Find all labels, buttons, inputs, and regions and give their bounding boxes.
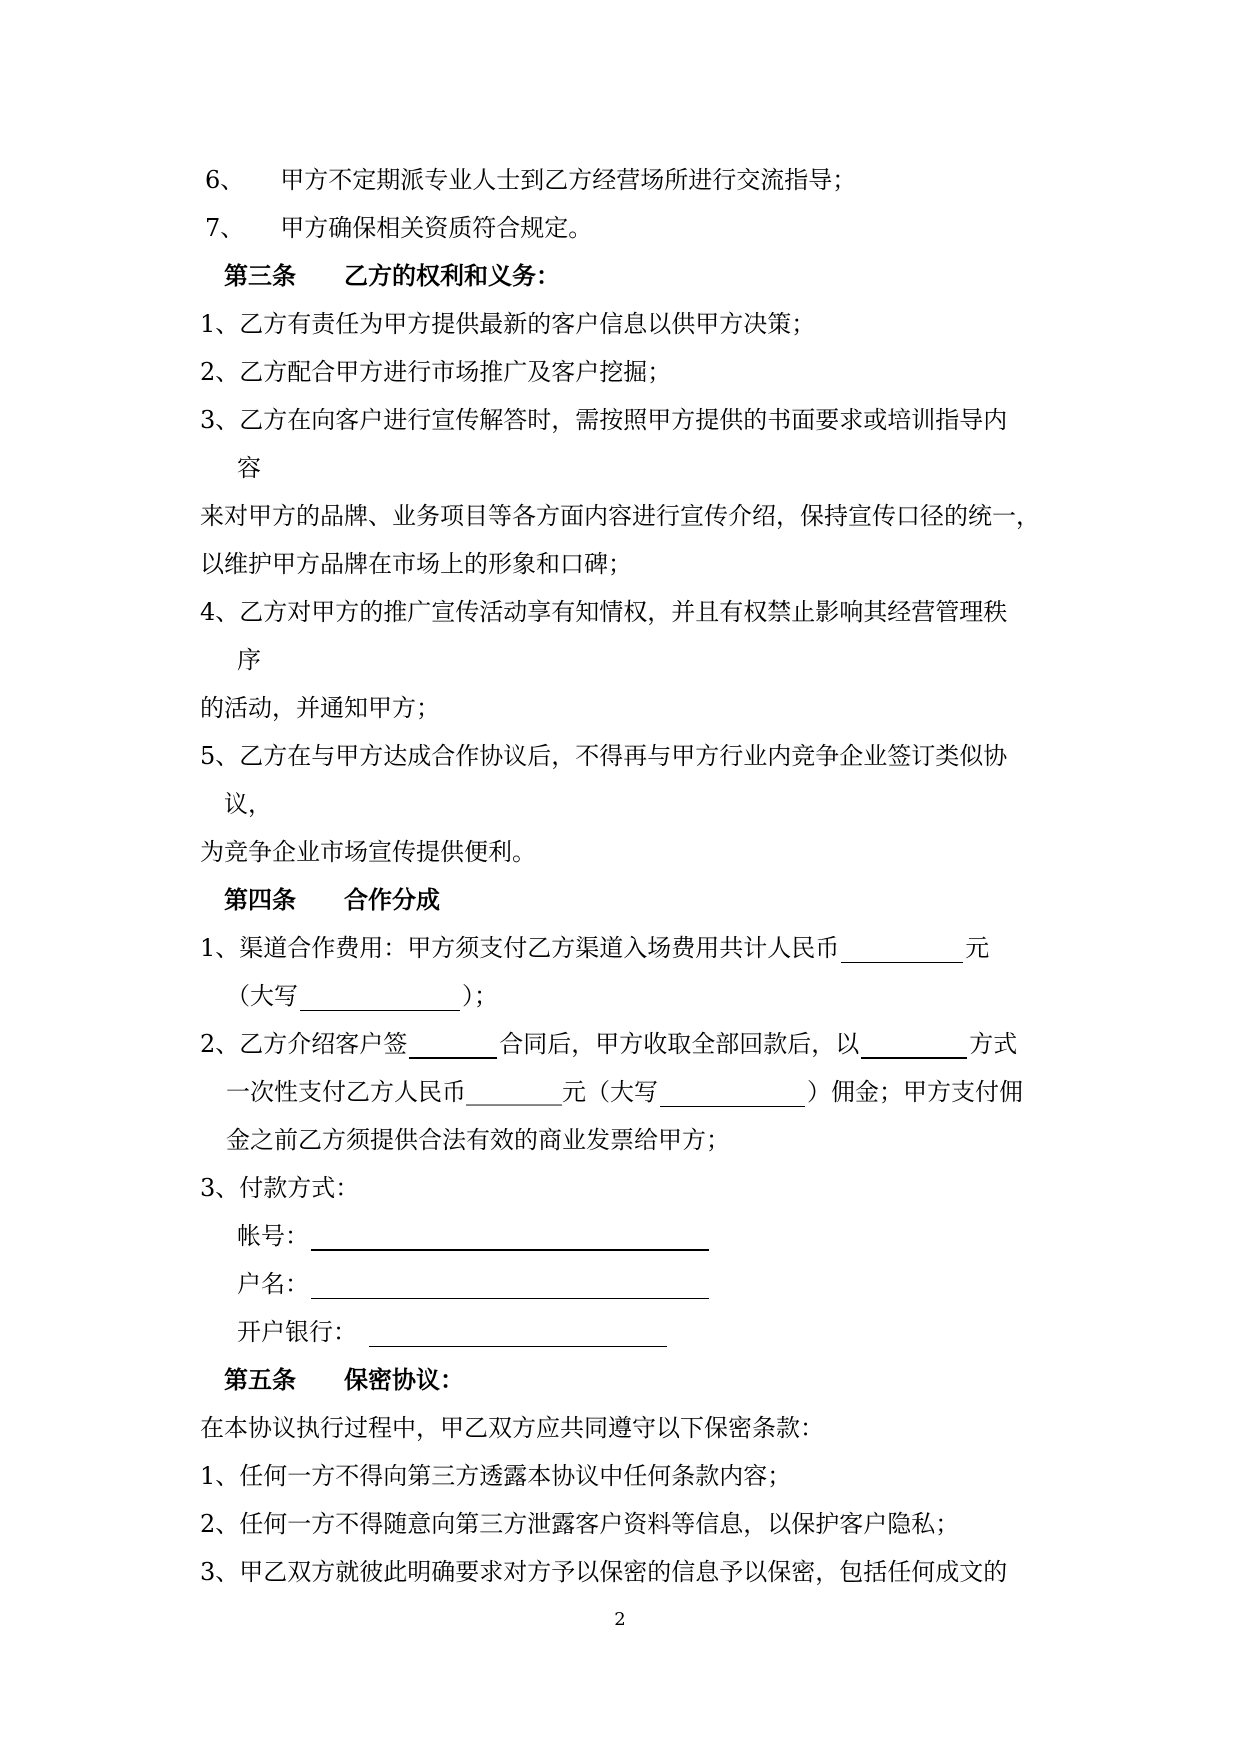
commission-text-d: 一次性支付乙方人民币________元（大写 xyxy=(226,1078,658,1106)
bank-label: 开户银行： xyxy=(237,1318,357,1346)
article-3-item-3-cont: 容 xyxy=(237,454,261,482)
article-3-item-5-cont: 议， xyxy=(224,790,272,818)
fee-capital-label: （大写 xyxy=(226,982,298,1010)
account-name-line xyxy=(237,1269,711,1299)
article-5-intro: 在本协议执行过程中，甲乙双方应共同遵守以下保密条款： xyxy=(200,1414,824,1442)
clause-item-6: 6、 甲方不定期派专业人士到乙方经营场所进行交流指导； xyxy=(205,166,857,194)
article-3-item-3-cont2: 来对甲方的品牌、业务项目等各方面内容进行宣传介绍，保持宣传口径的统一， xyxy=(200,502,1040,530)
fee-amount-blank[interactable] xyxy=(841,938,963,963)
article-3-item-5: 5、乙方在与甲方达成合作协议后，不得再与甲方行业内竞争企业签订类似协 xyxy=(200,742,1008,770)
clause-item-7: 7、 甲方确保相关资质符合规定。 xyxy=(205,214,593,242)
commission-text-b: 合同后，甲方收取全部回款后，以 xyxy=(499,1030,860,1058)
article-3-item-5-cont2: 为竞争企业市场宣传提供便利。 xyxy=(200,838,536,866)
account-name-field[interactable] xyxy=(311,1274,709,1299)
article-5-item-1: 1、任何一方不得向第三方透露本协议中任何条款内容； xyxy=(200,1462,792,1490)
article-3-item-4: 4、乙方对甲方的推广宣传活动享有知情权，并且有权禁止影响其经营管理秩 xyxy=(200,598,1008,626)
account-field[interactable] xyxy=(311,1225,709,1251)
payment-title: 3、付款方式： xyxy=(200,1174,360,1202)
article-3-item-3-cont3: 以维护甲方品牌在市场上的形象和口碑； xyxy=(200,550,632,578)
fee-line xyxy=(200,933,989,963)
fee-text: 1、渠道合作费用：甲方须支付乙方渠道入场费用共计人民币 xyxy=(200,934,840,962)
article-3-item-4-cont2: 的活动，并通知甲方； xyxy=(200,694,440,722)
article-3-item-3: 3、乙方在向客户进行宣传解答时，需按照甲方提供的书面要求或培训指导内 xyxy=(200,406,1008,434)
article-5-heading: 第五条 保密协议： xyxy=(224,1365,464,1394)
payment-method-blank[interactable] xyxy=(861,1033,967,1059)
commission-text-c: 方式 xyxy=(969,1030,1018,1058)
bank-line xyxy=(237,1317,669,1347)
fee-capital-end: ）； xyxy=(462,982,498,1010)
fee-unit: 元 xyxy=(965,934,990,962)
commission-line-1 xyxy=(200,1029,1017,1059)
account-name-label: 户名： xyxy=(237,1270,309,1298)
account-line xyxy=(237,1221,711,1251)
fee-capital-blank[interactable] xyxy=(300,986,460,1011)
article-3-item-2: 2、乙方配合甲方进行市场推广及客户挖掘； xyxy=(200,358,672,386)
bank-field[interactable] xyxy=(369,1322,667,1347)
commission-capital-blank[interactable] xyxy=(660,1082,805,1107)
article-3-item-4-cont: 序 xyxy=(237,646,261,674)
commission-line-3: 金之前乙方须提供合法有效的商业发票给甲方； xyxy=(226,1126,730,1154)
fee-capital-line xyxy=(226,981,498,1011)
article-3-item-1: 1、乙方有责任为甲方提供最新的客户信息以供甲方决策； xyxy=(200,310,816,338)
account-label: 帐号： xyxy=(237,1222,309,1250)
contract-blank[interactable] xyxy=(409,1033,497,1059)
article-5-item-3: 3、甲乙双方就彼此明确要求对方予以保密的信息予以保密，包括任何成文的 xyxy=(200,1558,1008,1586)
commission-text-a: 2、乙方介绍客户签 xyxy=(200,1030,408,1058)
commission-line-2 xyxy=(226,1077,1023,1107)
article-3-heading: 第三条 乙方的权利和义务： xyxy=(224,261,560,290)
commission-text-e: ）佣金；甲方支付佣 xyxy=(807,1078,1023,1106)
page-number: 2 xyxy=(614,1609,626,1630)
article-4-heading: 第四条 合作分成 xyxy=(224,885,440,914)
article-5-item-2: 2、任何一方不得随意向第三方泄露客户资料等信息，以保护客户隐私； xyxy=(200,1510,960,1538)
